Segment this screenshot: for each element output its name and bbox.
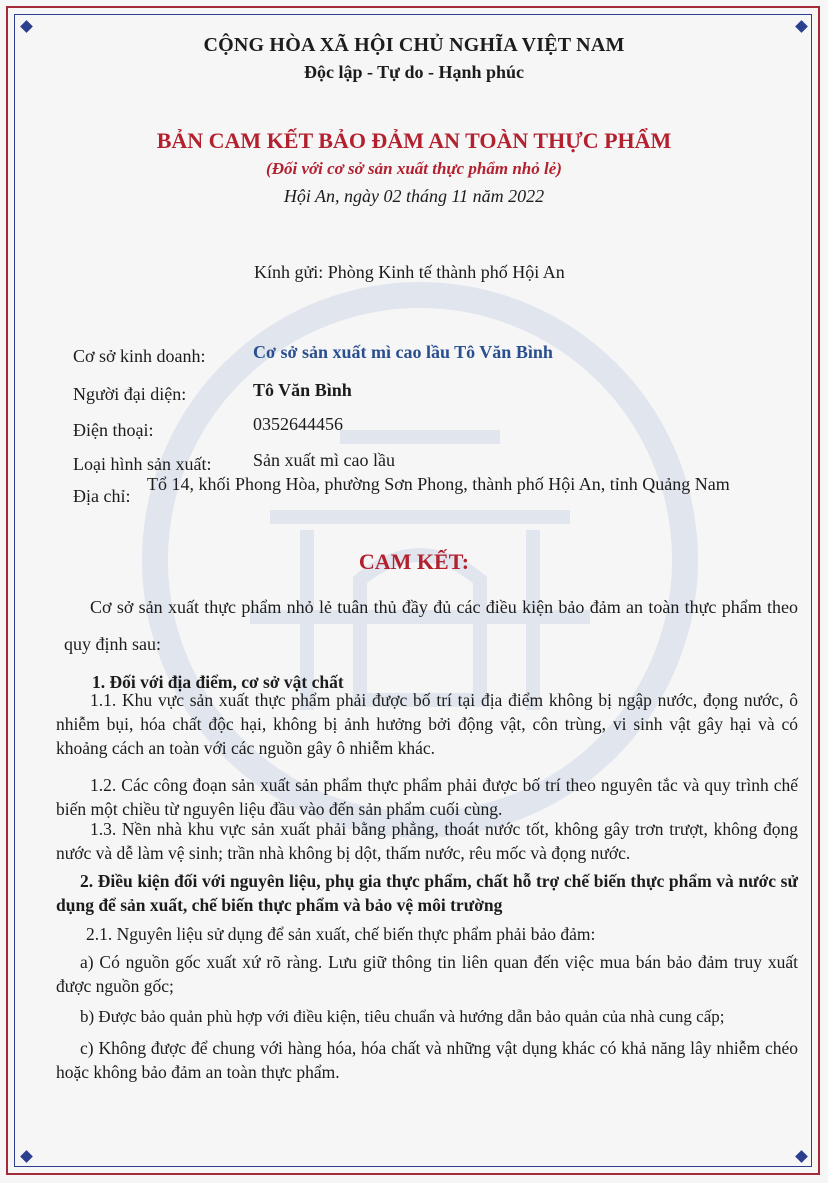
business-label: Cơ sở kinh doanh: [73, 346, 206, 366]
commitment-intro: Cơ sở sản xuất thực phẩm nhỏ lẻ tuân thủ đầy đủ các điều kiện bảo đảm an toàn thực phẩm theo quy định sau: [64, 597, 798, 654]
section-2-1-c: c) Không được để chung với hàng hóa, hóa chất và những vật dụng khác có khả năng lây nhiễm chéo hoặc không bảo đảm an toàn thực phẩm. [56, 1038, 798, 1082]
document-subtitle: (Đối với cơ sở sản xuất thực phẩm nhỏ lẻ) [266, 159, 562, 178]
production-type-value: Sản xuất mì cao lầu [253, 450, 395, 470]
phone-value: 0352644456 [253, 414, 343, 434]
address-value: Tổ 14, khối Phong Hòa, phường Sơn Phong, thành phố Hội An, tỉnh Quảng Nam [147, 474, 730, 494]
representative-label: Người đại diện: [73, 384, 187, 404]
date-line: Hội An, ngày 02 tháng 11 năm 2022 [283, 186, 545, 206]
section-1-1: 1.1. Khu vực sản xuất thực phẩm phải được bố trí tại địa điểm không bị ngập nước, đọng nước, ô nhiễm bụi, hóa chất độc hại, không bị ảnh hưởng bởi động vật, côn trùng, vi sinh vật gây hại và có khoảng cách an toàn với các nguồn gây ô nhiễm khác. [56, 690, 798, 758]
document-title: BẢN CAM KẾT BẢO ĐẢM AN TOÀN THỰC PHẨM [156, 128, 672, 153]
motto: Độc lập - Tự do - Hạnh phúc [303, 62, 525, 82]
recipient-line: Kính gửi: Phòng Kinh tế thành phố Hội An [254, 262, 565, 282]
production-type-label: Loại hình sản xuất: [73, 454, 212, 474]
phone-label: Điện thoại: [73, 420, 154, 440]
section-2-title: 2. Điều kiện đối với nguyên liệu, phụ gia thực phẩm, chất hỗ trợ chế biến thực phẩm và nước sử dụng để sản xuất, chế biến thực phẩm và bảo vệ môi trường [56, 871, 798, 915]
section-2-1: 2.1. Nguyên liệu sử dụng để sản xuất, chế biến thực phẩm phải bảo đảm: [86, 924, 596, 944]
section-1-2: 1.2. Các công đoạn sản xuất sản phẩm thực phẩm phải được bố trí theo nguyên tắc và quy trình chế biến một chiều từ nguyên liệu đầu vào đến sản phẩm cuối cùng. [56, 775, 798, 819]
country-name: CỘNG HÒA XÃ HỘI CHỦ NGHĨA VIỆT NAM [203, 34, 625, 56]
address-label: Địa chỉ: [73, 486, 131, 506]
commitment-heading: CAM KẾT: [358, 549, 470, 574]
representative-value: Tô Văn Bình [253, 380, 352, 400]
section-2-1-b: b) Được bảo quản phù hợp với điều kiện, tiêu chuẩn và hướng dẫn bảo quản của nhà cung cấp; [80, 1007, 725, 1026]
section-1-3: 1.3. Nền nhà khu vực sản xuất phải bằng phẳng, thoát nước tốt, không gây trơn trượt, không đọng nước và dễ làm vệ sinh; trần nhà không bị dột, thấm nước, rêu mốc và đọng nước. [56, 819, 798, 863]
business-value: Cơ sở sản xuất mì cao lầu Tô Văn Bình [253, 342, 553, 362]
section-1-title: 1. Đối với địa điểm, cơ sở vật chất [92, 672, 344, 692]
section-2-1-a: a) Có nguồn gốc xuất xứ rõ ràng. Lưu giữ thông tin liên quan đến việc mua bán bảo đảm truy xuất được nguồn gốc; [56, 952, 798, 996]
